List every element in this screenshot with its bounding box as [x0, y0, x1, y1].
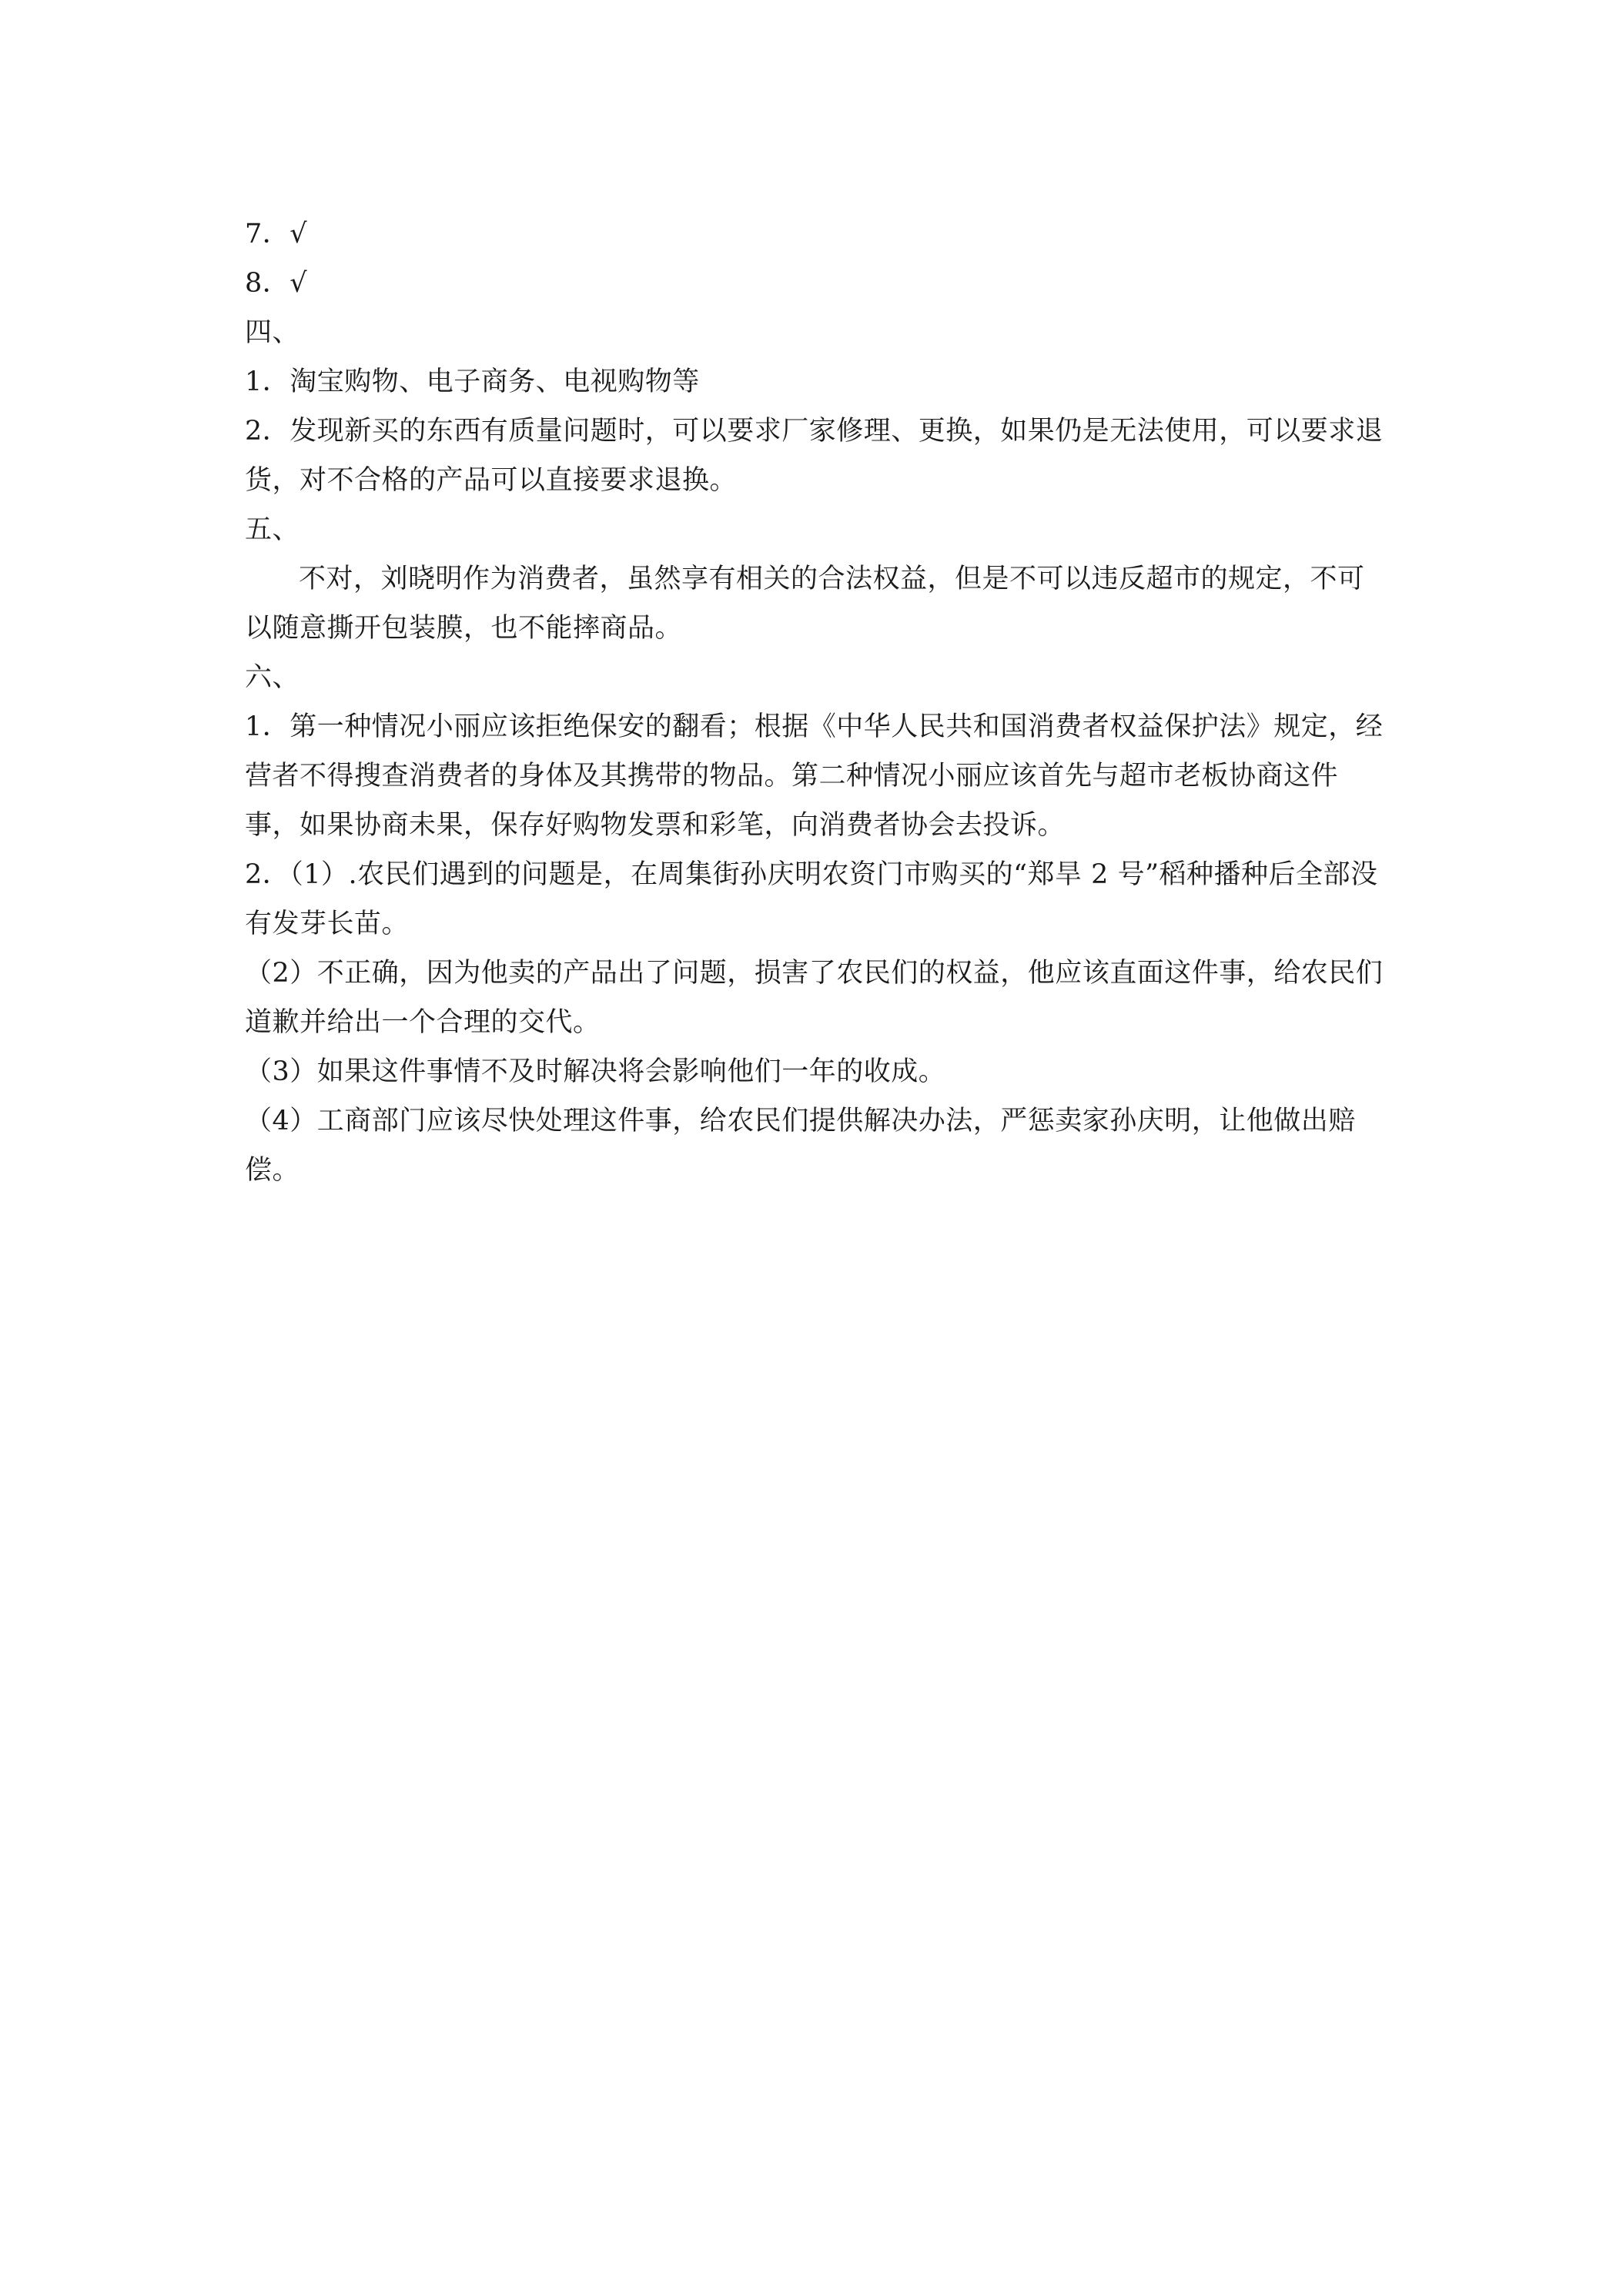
section-heading-5: 五、 [245, 514, 300, 545]
answer-6-2-1: 2．（1）.农民们遇到的问题是，在周集街孙庆明农资门市购买的“郑旱 2 号”稻种播种后全部没有发芽长苗。 [245, 859, 1378, 939]
answer-3-7: 7．√ [245, 219, 308, 249]
answer-6-2-3: （3）如果这件事情不及时解决将会影响他们一年的收成。 [245, 1056, 946, 1087]
answer-3-8: 8．√ [245, 268, 308, 299]
answer-5: 不对，刘晓明作为消费者，虽然享有相关的合法权益，但是不可以违反超市的规定，不可以随意撕开包装膜，也不能摔商品。 [245, 564, 1365, 644]
section-heading-4: 四、 [245, 317, 300, 348]
answer-6-2-2: （2）不正确，因为他卖的产品出了问题，损害了农民们的权益，他应该直面这件事，给农民们道歉并给出一个合理的交代。 [245, 958, 1384, 1038]
answer-6-1: 1．第一种情况小丽应该拒绝保安的翻看；根据《中华人民共和国消费者权益保护法》规定，经营者不得搜查消费者的身体及其携带的物品。第二种情况小丽应该首先与超市老板协商这件事，如果协商未果，保存好购物发票和彩笔，向消费者协会去投诉。 [245, 711, 1384, 841]
answer-6-2-4: （4）工商部门应该尽快处理这件事，给农民们提供解决办法，严惩卖家孙庆明，让他做出赔偿。 [245, 1106, 1356, 1186]
answer-4-1: 1．淘宝购物、电子商务、电视购物等 [245, 366, 700, 397]
answer-4-2: 2．发现新买的东西有质量问题时，可以要求厂家修理、更换，如果仍是无法使用，可以要求退货，对不合格的产品可以直接要求退换。 [245, 416, 1384, 496]
section-heading-6: 六、 [245, 662, 300, 693]
answer-content [245, 209, 1384, 1195]
